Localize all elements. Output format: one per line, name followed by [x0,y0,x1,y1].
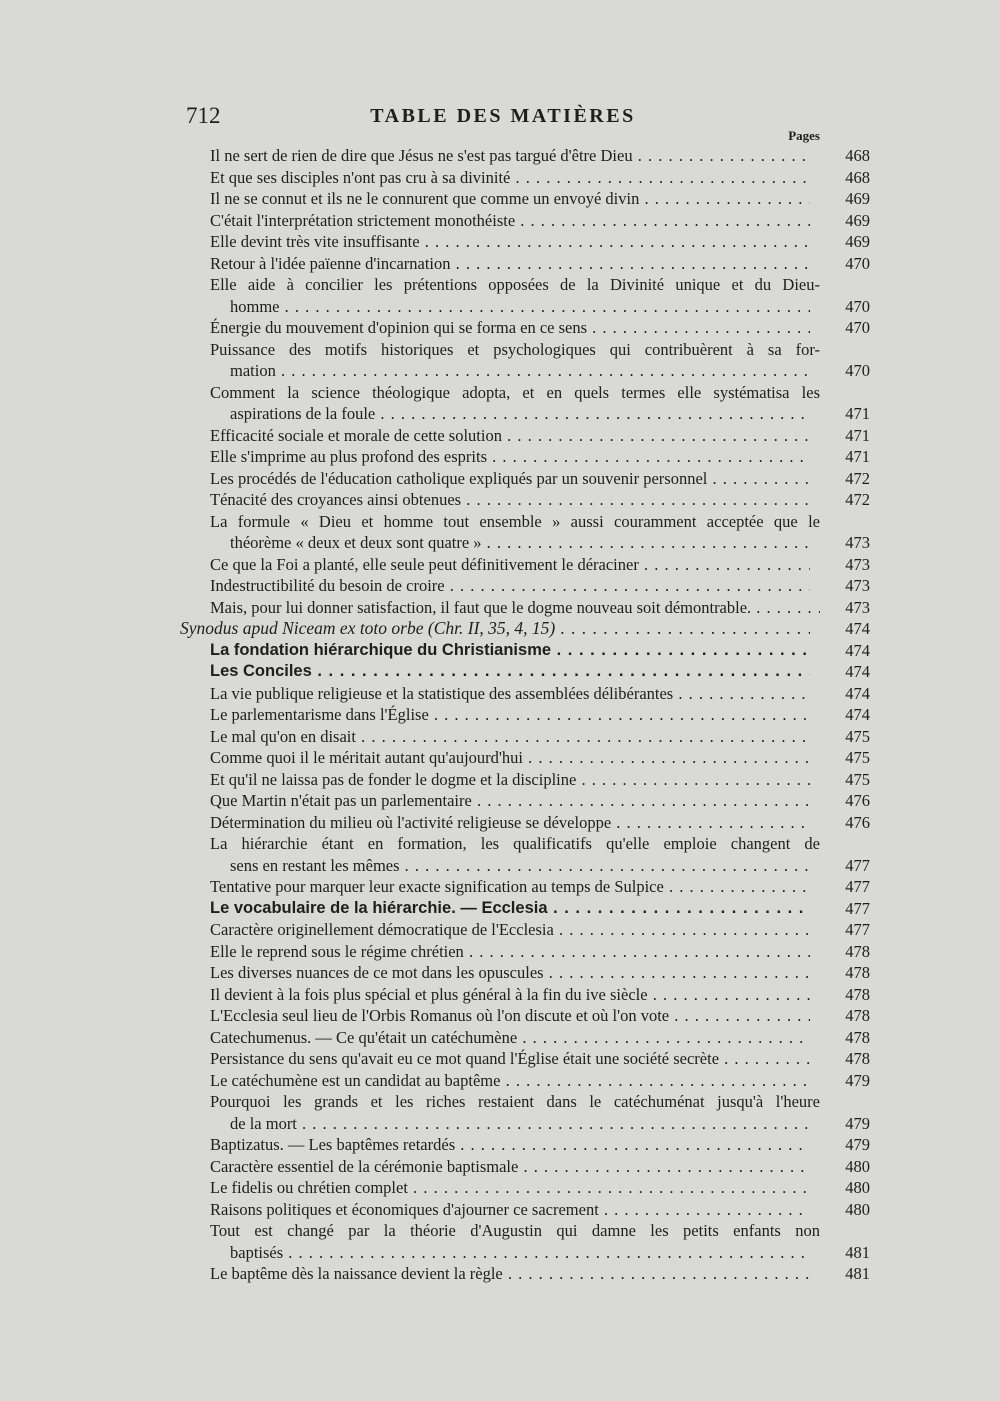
toc-entry-page: 478 [845,1027,870,1047]
toc-entry-text: Comme quoi il le méritait autant qu'aujourd'hui . . . [210,747,810,769]
toc-entry-text: Raisons politiques et économiques d'ajourner ce sacrement . . . [210,1199,810,1221]
toc-entry [0,1199,1000,1221]
toc-entry-text: Retour à l'idée païenne d'incarnation . . . [210,253,810,275]
toc-entry-page: 477 [845,855,870,875]
toc-entry-page: 477 [845,920,870,939]
toc-entry-text: de la mort . . . [230,1113,810,1135]
toc-entry-text: Efficacité sociale et morale de cette solution . . . [210,425,810,447]
toc-entry [0,1070,1000,1092]
toc-entry-page: 468 [845,167,870,187]
toc-entry [0,919,1000,941]
toc-entry-text: homme . . . [230,296,810,318]
toc-entry-text: Il ne sert de rien de dire que Jésus ne s'est pas targué d'être Dieu . . . [210,145,810,167]
toc-entry [0,360,1000,382]
toc-entry-page: 480 [845,1178,870,1197]
toc-entry [0,769,1000,791]
toc-entry-page: 476 [845,812,870,832]
toc-entry-text: Ce que la Foi a planté, elle seule peut définitivement le déraciner . . . [210,554,810,576]
toc-entry [0,898,1000,920]
toc-entry-page: 481 [845,1264,870,1283]
toc-entry-page: 470 [845,361,870,380]
toc-entry [0,532,1000,554]
toc-entry-page: 478 [845,1049,870,1068]
toc-entry-page: 476 [845,791,870,810]
toc-entry-page: 469 [845,210,870,230]
toc-entry-text: Indestructibilité du besoin de croire . . . [210,575,810,597]
toc-entry [0,962,1000,984]
toc-entry-page: 474 [845,640,870,660]
toc-entry-page: 480 [845,1199,870,1219]
toc-entry [0,1005,1000,1027]
page-header [186,103,820,133]
toc-entry-page: 470 [845,296,870,316]
toc-entry [0,618,1000,640]
toc-entry-page: 468 [845,146,870,165]
toc-entry [0,382,1000,404]
toc-entry-text: Les Conciles . . . [210,661,810,683]
toc-entry-page: 479 [845,1070,870,1090]
toc-entry-page: 474 [845,619,870,638]
toc-entry [0,876,1000,898]
toc-entry [0,1220,1000,1242]
toc-entry-text: L'Ecclesia seul lieu de l'Orbis Romanus où l'on discute et où l'on vote . . . [210,1005,810,1027]
toc-entry-page: 473 [845,576,870,595]
toc-entry-text: Le fidelis ou chrétien complet . . . [210,1177,810,1199]
toc-entry-text: Elle aide à concilier les prétentions opposées de la Divinité unique et du Dieu- [210,275,820,294]
toc-entry [0,747,1000,769]
toc-entry-page: 473 [845,533,870,552]
toc-entry-text: Pourquoi les grands et les riches restaient dans le catéchuménat jusqu'à l'heure [210,1092,820,1111]
toc-entry-page: 475 [845,769,870,789]
toc-entry-text: Détermination du milieu où l'activité religieuse se développe . . . [210,812,810,834]
running-title: TABLE DES MATIÈRES [370,105,636,127]
toc-entry [0,253,1000,275]
toc-entry [0,1263,1000,1285]
toc-entry [0,1156,1000,1178]
toc-entry-text: Comment la science théologique adopta, et en quels termes elle systématisa les [210,382,820,402]
toc-entry-text: La vie publique religieuse et la statistique des assemblées délibérantes . . . [210,683,810,705]
toc-entry-text: Catechumenus. — Ce qu'était un catéchumène . . . [210,1027,810,1049]
toc-entry-text: C'était l'interprétation strictement monothéiste . . . [210,210,810,232]
toc-entry [0,403,1000,425]
toc-entry-text: Il ne se connut et ils ne le connurent que comme un envoyé divin . . . [210,188,810,210]
toc-entry [0,640,1000,662]
toc-entry [0,1113,1000,1135]
toc-entry-text: Caractère originellement démocratique de l'Ecclesia . . . [210,919,810,941]
toc-entry-text: La hiérarchie étant en formation, les qualificatifs qu'elle emploie changent de [210,834,820,853]
toc-entry-text: Que Martin n'était pas un parlementaire . . . [210,790,810,812]
toc-entry-page: 469 [845,232,870,251]
toc-entry-text: Elle s'imprime au plus profond des esprits . . . [210,446,810,468]
toc-entry [0,210,1000,232]
toc-entry-text: Et que ses disciples n'ont pas cru à sa divinité . . . [210,167,810,189]
toc-entry-page: 472 [845,490,870,509]
toc-entry-text: Il devient à la fois plus spécial et plus général à la fin du ive siècle . . . [210,984,810,1006]
toc-entry-page: 480 [845,1156,870,1176]
toc-entry-text: Persistance du sens qu'avait eu ce mot quand l'Église était une société secrète . . . [210,1048,810,1070]
pages-column-label: Pages [788,128,820,143]
toc-entry-page: 478 [845,963,870,982]
toc-entry-text: Synodus apud Niceam ex toto orbe (Chr. II, 35, 4, 15) . . . [180,618,810,640]
toc-entry [0,790,1000,812]
toc-entry [0,1048,1000,1070]
toc-entry [0,661,1000,683]
toc-entry-text: aspirations de la foule . . . [230,403,810,425]
toc-entry-text: Ténacité des croyances ainsi obtenues . . . [210,489,810,511]
toc-entry-text: Tentative pour marquer leur exacte signification au temps de Sulpice . . . [210,876,810,898]
toc-entry-page: 471 [845,425,870,445]
toc-entry-page: 475 [845,726,870,746]
toc-entry-page: 475 [845,748,870,767]
toc-entry [0,597,1000,619]
toc-entry-page: 471 [845,447,870,466]
toc-entry [0,317,1000,339]
toc-entry-page: 474 [845,705,870,724]
toc-entry-page: 469 [845,189,870,208]
toc-entry [0,468,1000,490]
toc-entry-page: 470 [845,253,870,273]
toc-entry-text: mation . . . [230,360,810,382]
toc-entry-page: 479 [845,1135,870,1154]
toc-entry-page: 471 [845,404,870,423]
toc-entry [0,833,1000,855]
toc-entry [0,575,1000,597]
toc-entry-text: Le parlementarisme dans l'Église . . . [210,704,810,726]
toc-entry [0,188,1000,210]
toc-entry-page: 478 [845,984,870,1004]
toc-entry [0,274,1000,296]
toc-entry-text: Mais, pour lui donner satisfaction, il faut que le dogme nouveau soit démontrable. . . . [210,597,820,619]
table-of-contents [0,145,1000,1285]
toc-entry-text: Tout est changé par la théorie d'Augustin qui damne les petits enfants non [210,1221,820,1240]
toc-entry [0,489,1000,511]
toc-entry [0,1091,1000,1113]
toc-entry-text: théorème « deux et deux sont quatre » . . . [230,532,810,554]
toc-entry [0,1134,1000,1156]
toc-entry-text: Énergie du mouvement d'opinion qui se forma en ce sens . . . [210,317,810,339]
toc-entry-text: Le catéchumène est un candidat au baptême . . . [210,1070,810,1092]
toc-entry-text: Caractère essentiel de la cérémonie baptismale . . . [210,1156,810,1178]
toc-entry-text: Le baptême dès la naissance devient la règle . . . [210,1263,810,1285]
toc-entry [0,145,1000,167]
toc-entry-text: Elle le reprend sous le régime chrétien . . . [210,941,810,963]
toc-entry-page: 478 [845,941,870,961]
toc-entry-text: Les diverses nuances de ce mot dans les opuscules . . . [210,962,810,984]
toc-entry [0,683,1000,705]
toc-entry-text: Puissance des motifs historiques et psychologiques qui contribuèrent à sa for- [210,339,820,359]
toc-entry-page: 473 [845,554,870,574]
toc-entry [0,554,1000,576]
toc-entry-page: 479 [845,1113,870,1133]
toc-entry [0,941,1000,963]
toc-entry-text: Elle devint très vite insuffisante . . . [210,231,810,253]
toc-entry [0,167,1000,189]
toc-entry-text: baptisés . . . [230,1242,810,1264]
toc-entry [0,446,1000,468]
toc-entry [0,984,1000,1006]
toc-entry-text: Et qu'il ne laissa pas de fonder le dogme et la discipline . . . [210,769,810,791]
toc-entry-text: Les procédés de l'éducation catholique expliqués par un souvenir personnel . . . [210,468,810,490]
toc-entry-text: La formule « Dieu et homme tout ensemble » aussi couramment acceptée que le [210,511,820,531]
toc-entry [0,231,1000,253]
toc-entry-page: 478 [845,1006,870,1025]
toc-entry [0,1242,1000,1264]
toc-entry [0,1027,1000,1049]
toc-entry-page: 474 [845,662,870,681]
toc-entry [0,1177,1000,1199]
toc-entry-page: 474 [845,683,870,703]
toc-entry-text: sens en restant les mêmes . . . [230,855,810,877]
toc-entry [0,812,1000,834]
toc-entry [0,425,1000,447]
toc-entry-text: Le mal qu'on en disait . . . [210,726,810,748]
page-number: 712 [186,103,221,128]
toc-entry-page: 477 [845,877,870,896]
toc-entry [0,855,1000,877]
toc-entry-page: 477 [845,898,870,918]
toc-entry [0,704,1000,726]
toc-entry-page: 481 [845,1242,870,1262]
toc-entry-text: La fondation hiérarchique du Christianisme . . . [210,640,810,662]
toc-entry-page: 470 [845,318,870,337]
toc-entry [0,339,1000,361]
toc-entry [0,296,1000,318]
toc-entry-page: 472 [845,468,870,488]
toc-entry-text: Le vocabulaire de la hiérarchie. — Ecclesia . . . [210,898,810,920]
toc-entry-text: Baptizatus. — Les baptêmes retardés . . . [210,1134,810,1156]
toc-entry [0,511,1000,533]
toc-entry [0,726,1000,748]
toc-entry-page: 473 [845,597,870,617]
